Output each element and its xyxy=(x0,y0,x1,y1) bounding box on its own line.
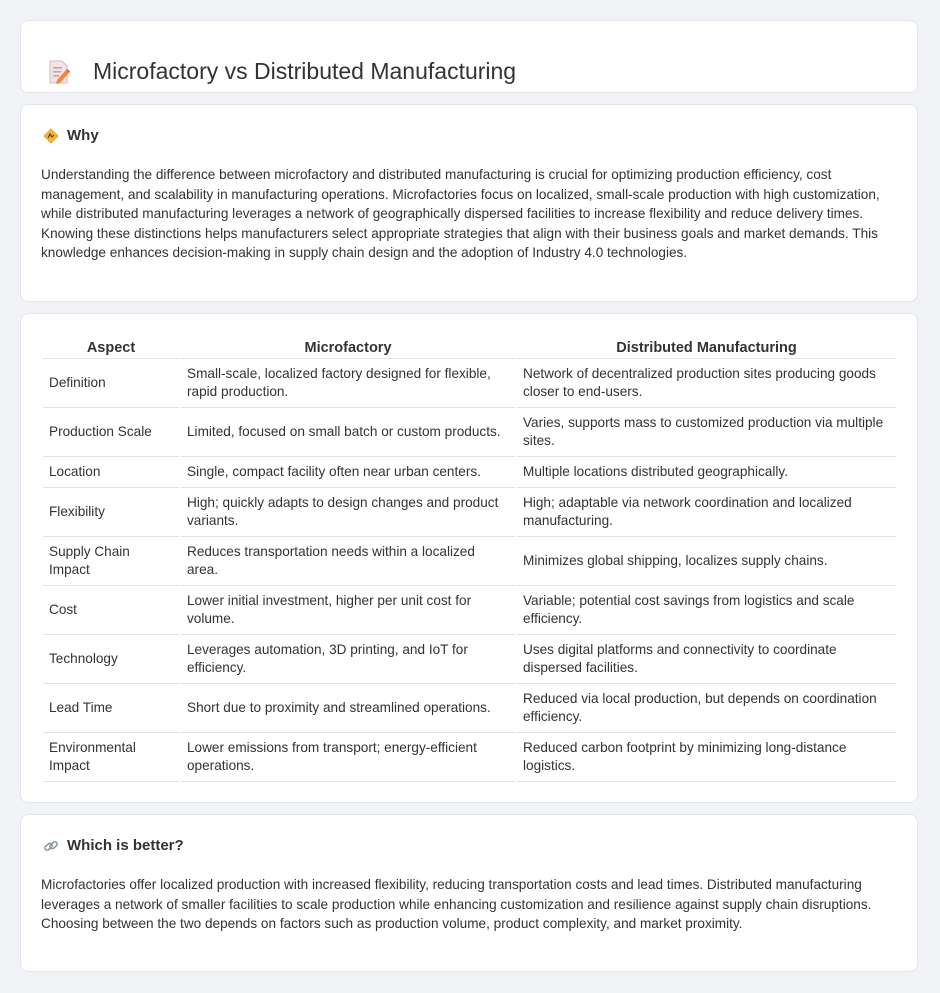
table-row xyxy=(43,586,896,635)
distributed-cell: Reduced carbon footprint by minimizing long-distance logistics. xyxy=(517,733,896,782)
table-row xyxy=(43,537,896,586)
header-distributed: Distributed Manufacturing xyxy=(517,338,896,359)
why-text: Understanding the difference between microfactory and distributed manufacturing is crucial for optimizing production efficiency, cost management, and scalability in manufacturing operations. Microfactories focus on localized, small-scale production with high customization, while distributed manufacturing leverages a network of geographically dispersed facilities to increase flexibility and reduce delivery times. Knowing these distinctions helps manufacturers select appropriate strategies that align with their business goals and market demands. This knowledge enhances decision-making in supply chain design and the adoption of Industry 4.0 technologies. xyxy=(41,167,880,261)
microfactory-cell: Leverages automation, 3D printing, and IoT for efficiency. xyxy=(181,635,515,684)
aspect-cell: Flexibility xyxy=(43,488,179,537)
microfactory-cell: Short due to proximity and streamlined operations. xyxy=(181,684,515,733)
microfactory-cell: Lower initial investment, higher per unit cost for volume. xyxy=(181,586,515,635)
link-icon xyxy=(43,838,59,854)
table-row xyxy=(43,359,896,408)
microfactory-cell: Limited, focused on small batch or custom products. xyxy=(181,408,515,457)
better-text: Microfactories offer localized production with increased flexibility, reducing transportation costs and lead times. Distributed manufacturing leverages a network of smaller facilities to scale production while enhancing customization and resilience against supply chain disruptions. Choosing between the two depends on factors such as production volume, product complexity, and market proximity. xyxy=(41,877,872,932)
table-row xyxy=(43,635,896,684)
table-row xyxy=(43,488,896,537)
aspect-cell: Supply Chain Impact xyxy=(43,537,179,586)
better-title: Which is better? xyxy=(67,837,184,854)
aspect-cell: Production Scale xyxy=(43,408,179,457)
table-row xyxy=(43,457,896,488)
header-microfactory: Microfactory xyxy=(181,338,515,359)
better-section xyxy=(20,814,918,972)
table-row xyxy=(43,684,896,733)
warning-sign-icon xyxy=(43,128,59,144)
table-row xyxy=(43,733,896,782)
aspect-cell: Definition xyxy=(43,359,179,408)
distributed-cell: Reduced via local production, but depends on coordination efficiency. xyxy=(517,684,896,733)
comparison-table xyxy=(41,338,898,782)
why-title: Why xyxy=(67,127,99,144)
aspect-cell: Environmental Impact xyxy=(43,733,179,782)
aspect-cell: Technology xyxy=(43,635,179,684)
microfactory-cell: Reduces transportation needs within a localized area. xyxy=(181,537,515,586)
comparison-section xyxy=(20,313,918,803)
aspect-cell: Location xyxy=(43,457,179,488)
distributed-cell: Multiple locations distributed geographically. xyxy=(517,457,896,488)
page-title: Microfactory vs Distributed Manufacturing xyxy=(93,58,517,85)
microfactory-cell: Small-scale, localized factory designed for flexible, rapid production. xyxy=(181,359,515,408)
distributed-cell: Minimizes global shipping, localizes supply chains. xyxy=(517,537,896,586)
table-row xyxy=(43,408,896,457)
distributed-cell: Varies, supports mass to customized production via multiple sites. xyxy=(517,408,896,457)
aspect-cell: Cost xyxy=(43,586,179,635)
distributed-cell: Uses digital platforms and connectivity to coordinate dispersed facilities. xyxy=(517,635,896,684)
distributed-cell: Network of decentralized production sites producing goods closer to end-users. xyxy=(517,359,896,408)
microfactory-cell: High; quickly adapts to design changes and product variants. xyxy=(181,488,515,537)
why-section xyxy=(20,104,918,302)
document-icon xyxy=(47,59,71,85)
distributed-cell: Variable; potential cost savings from logistics and scale efficiency. xyxy=(517,586,896,635)
header-aspect: Aspect xyxy=(43,338,179,359)
microfactory-cell: Lower emissions from transport; energy-efficient operations. xyxy=(181,733,515,782)
header-card xyxy=(20,20,918,93)
microfactory-cell: Single, compact facility often near urban centers. xyxy=(181,457,515,488)
distributed-cell: High; adaptable via network coordination and localized manufacturing. xyxy=(517,488,896,537)
aspect-cell: Lead Time xyxy=(43,684,179,733)
